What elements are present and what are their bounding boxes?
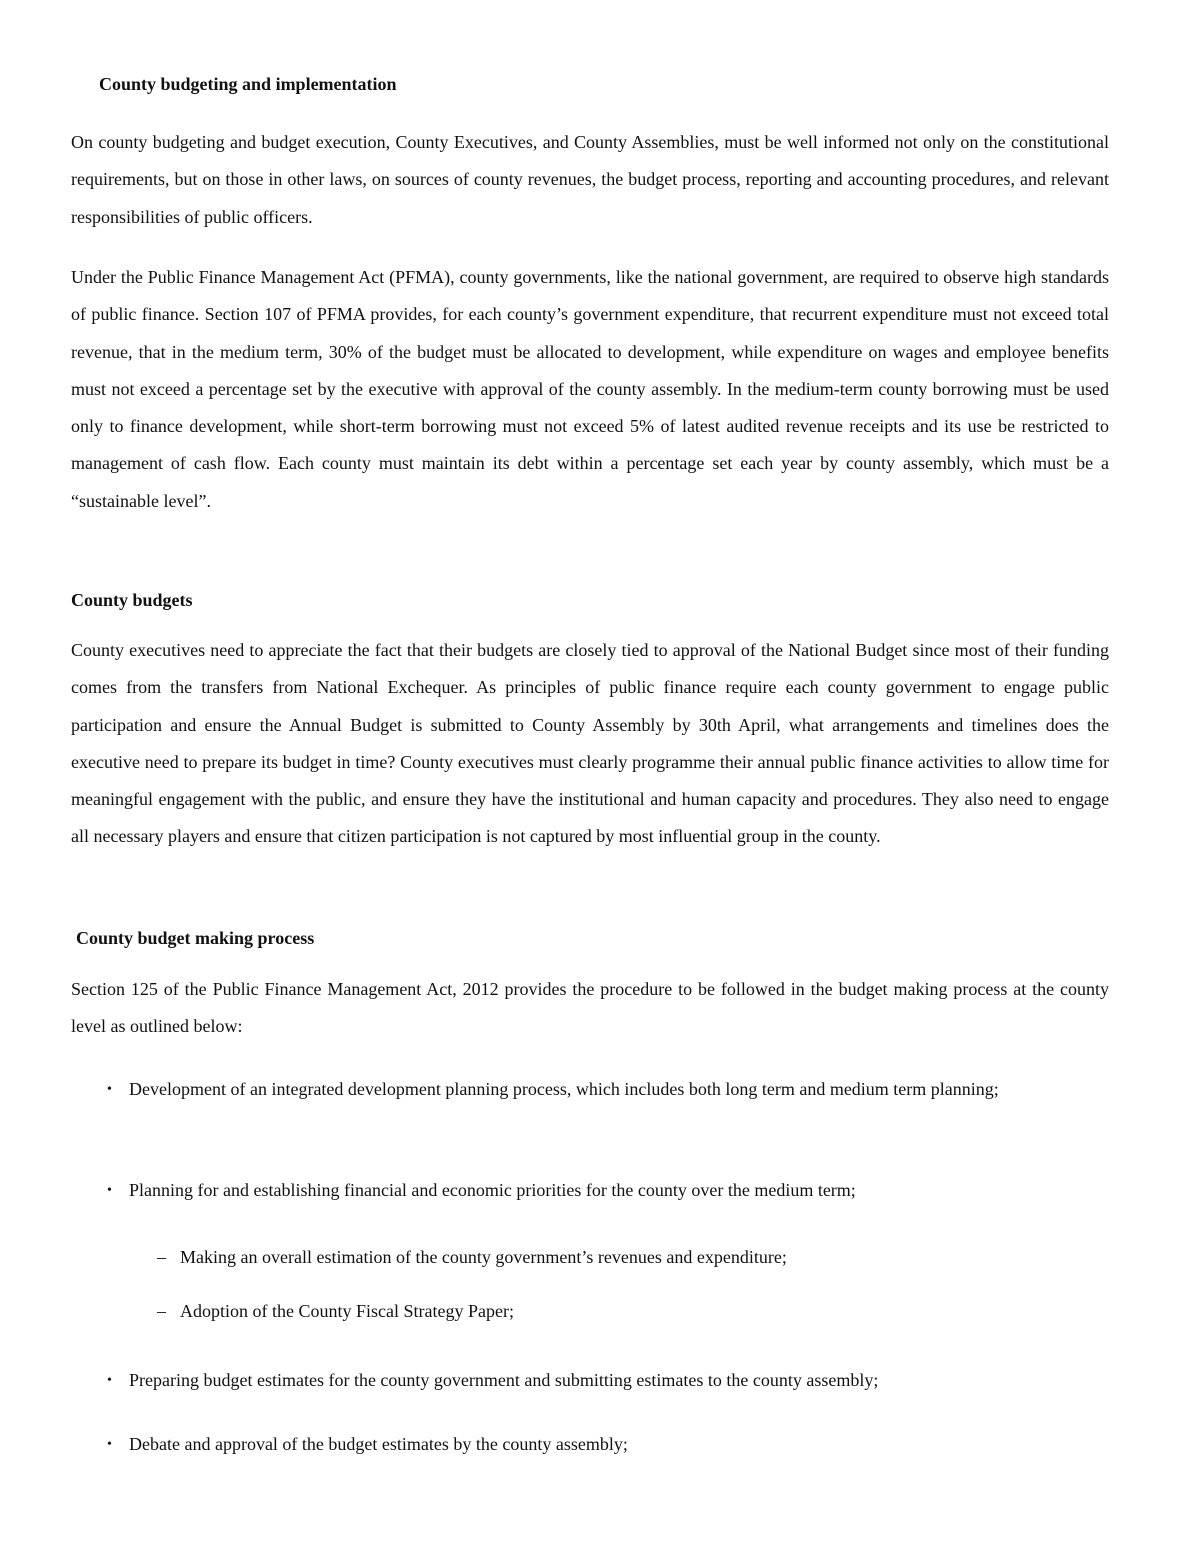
bullet-icon: • — [107, 1082, 112, 1097]
list-item — [107, 1426, 1109, 1463]
list-item-text: Preparing budget estimates for the county government and submitting estimates to the county assembly; — [129, 1370, 879, 1390]
sub-list-item — [157, 1293, 1109, 1330]
paragraph-budget-execution: On county budgeting and budget execution, County Executives, and County Assemblies, must be well informed not only on the constitutional requirements, but on those in other laws, on sources of county revenues, the budget process, reporting and accounting procedures, and relevant responsibilities of public officers. — [71, 132, 1109, 227]
list-item-text: Development of an integrated development planning process, which includes both long term and medium term planning; — [129, 1079, 999, 1099]
paragraph-county-budgets: County executives need to appreciate the fact that their budgets are closely tied to approval of the National Budget since most of their funding comes from the transfers from National Exchequer. As principles of public finance require each county government to engage public participation and ensure the Annual Budget is submitted to County Assembly by 30th April, what arrangements and timelines does the executive need to prepare its budget in time? County executives must clearly programme their annual public finance activities to allow time for meaningful engagement with the public, and ensure they have the institutional and human capacity and procedures. They also need to engage all necessary players and ensure that citizen participation is not captured by most influential group in the county. — [71, 640, 1109, 847]
sub-list-item-text: Making an overall estimation of the county government’s revenues and expenditure; — [180, 1247, 787, 1267]
list-item — [107, 1071, 1109, 1108]
dash-icon: – — [157, 1247, 166, 1267]
section-heading-county-budgeting: County budgeting and implementation — [99, 74, 397, 94]
bullet-icon: • — [107, 1437, 112, 1452]
paragraph-pfma: Under the Public Finance Management Act (PFMA), county governments, like the national government, are required to observe high standards of public finance. Section 107 of PFMA provides, for each county’s government expenditure, that recurrent expenditure must not exceed total revenue, that in the medium term, 30% of the budget must be allocated to development, while expenditure on wages and employee benefits must not exceed a percentage set by the executive with approval of the county assembly. In the medium-term county borrowing must be used only to finance development, while short-term borrowing must not exceed 5% of latest audited revenue receipts and its use be restricted to management of cash flow. Each county must maintain its debt within a percentage set each year by county assembly, which must be a “sustainable level”. — [71, 267, 1109, 511]
section-heading-county-budgets: County budgets — [71, 590, 193, 610]
list-item-text: Debate and approval of the budget estimates by the county assembly; — [129, 1434, 628, 1454]
list-item-text: Planning for and establishing financial and economic priorities for the county over the medium term; — [129, 1180, 856, 1200]
list-item — [107, 1172, 1109, 1209]
list-item — [107, 1362, 1109, 1399]
section-heading-budget-making-process: County budget making process — [76, 928, 315, 948]
sub-list-item-text: Adoption of the County Fiscal Strategy Paper; — [180, 1301, 514, 1321]
bullet-icon: • — [107, 1183, 112, 1198]
sub-list-item — [157, 1239, 1109, 1276]
bullet-icon: • — [107, 1373, 112, 1388]
paragraph-section-125: Section 125 of the Public Finance Management Act, 2012 provides the procedure to be followed in the budget making process at the county level as outlined below: — [71, 979, 1109, 1037]
dash-icon: – — [157, 1301, 166, 1321]
